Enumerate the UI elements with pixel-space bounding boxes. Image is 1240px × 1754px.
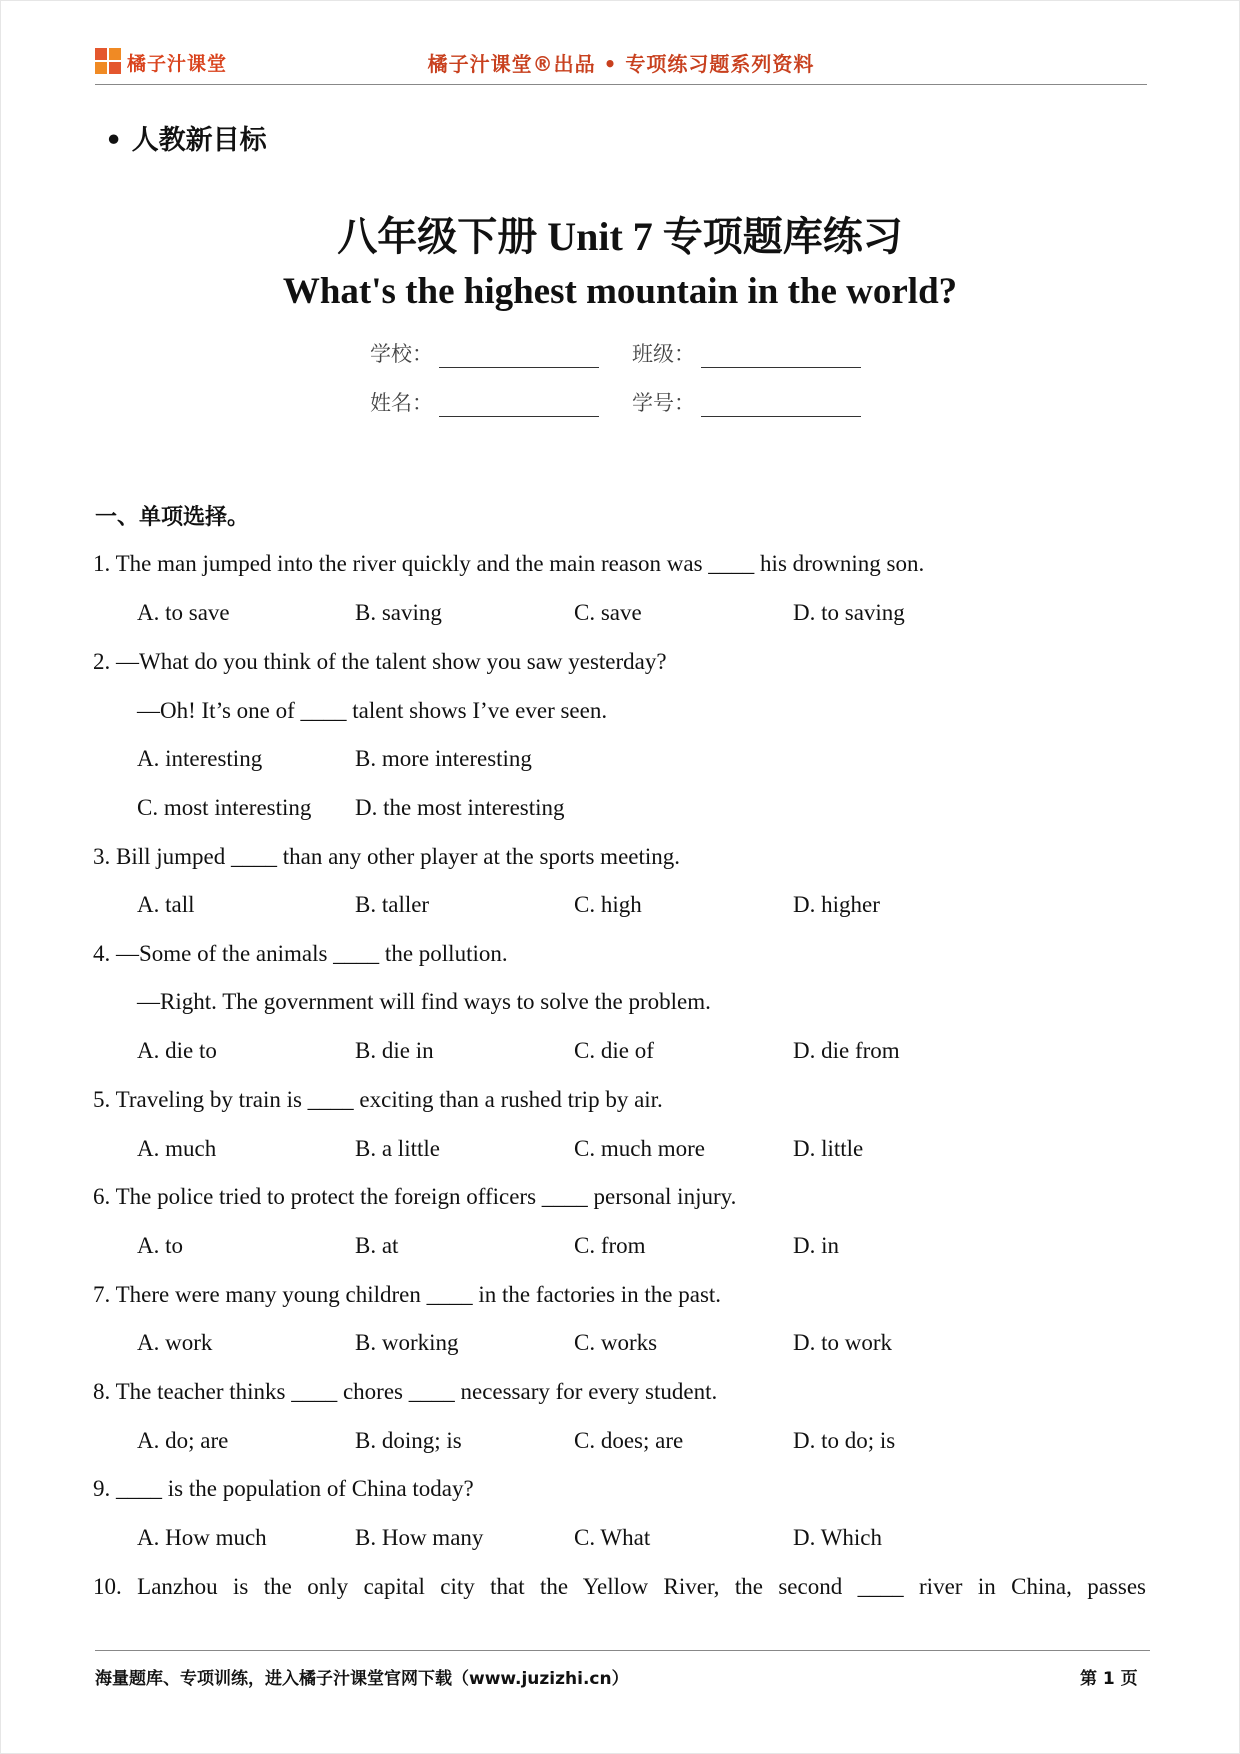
question-stem: 6. The police tried to protect the foreign officers ____ personal injury. bbox=[93, 1184, 737, 1209]
option: C. does; are bbox=[574, 1428, 684, 1453]
question-stem: 5. Traveling by train is ____ exciting than a rushed trip by air. bbox=[93, 1087, 663, 1112]
question-stem: 8. The teacher thinks ____ chores ____ necessary for every student. bbox=[93, 1379, 718, 1404]
option: C. high bbox=[574, 892, 642, 917]
school-label: 学校： bbox=[370, 342, 433, 366]
section-title: 一、单项选择。 bbox=[95, 505, 250, 530]
question-stem: 7. There were many young children ____ in the factories in the past. bbox=[93, 1282, 722, 1307]
option: C. save bbox=[574, 600, 642, 625]
class-label: 班级： bbox=[632, 342, 695, 366]
option: B. more interesting bbox=[355, 746, 532, 771]
option: A. do; are bbox=[137, 1428, 229, 1453]
option: A. to bbox=[137, 1233, 183, 1258]
option: D. to do; is bbox=[793, 1428, 896, 1453]
page-title-en: What's the highest mountain in the world? bbox=[282, 271, 958, 312]
option: B. at bbox=[355, 1233, 399, 1258]
question-stem: 1. The man jumped into the river quickly and the main reason was ____ his drowning son. bbox=[93, 551, 925, 576]
page-title-cn: 八年级下册 Unit 7 专项题库练习 bbox=[337, 214, 903, 259]
option: B. taller bbox=[355, 892, 430, 917]
question-stem: 2. —What do you think of the talent show you saw yesterday? bbox=[93, 649, 667, 674]
question-reply: —Oh! It’s one of ____ talent shows I’ve ever seen. bbox=[137, 698, 608, 723]
option: C. works bbox=[574, 1330, 658, 1355]
question-stem: 9. ____ is the population of China today? bbox=[93, 1476, 474, 1501]
question-reply: —Right. The government will find ways to solve the problem. bbox=[137, 989, 711, 1014]
page-header bbox=[95, 42, 1147, 86]
option: B. How many bbox=[355, 1525, 484, 1550]
option: D. Which bbox=[793, 1525, 883, 1550]
option: C. die of bbox=[574, 1038, 654, 1063]
option: C. most interesting bbox=[137, 795, 312, 820]
option: A. die to bbox=[137, 1038, 217, 1063]
option: B. doing; is bbox=[355, 1428, 462, 1453]
option: B. die in bbox=[355, 1038, 434, 1063]
class-blank[interactable] bbox=[701, 345, 861, 368]
question-stem: 3. Bill jumped ____ than any other player at the sports meeting. bbox=[93, 844, 681, 869]
school-blank[interactable] bbox=[439, 345, 599, 368]
logo-text: 橘子汁课堂 bbox=[127, 52, 228, 75]
option: B. saving bbox=[355, 600, 442, 625]
question-stem: 4. —Some of the animals ____ the pollution. bbox=[93, 941, 508, 966]
option: D. in bbox=[793, 1233, 839, 1258]
option: A. much bbox=[137, 1136, 217, 1161]
name-blank[interactable] bbox=[439, 394, 599, 417]
textbook-tag: • 人教新目标 bbox=[105, 125, 267, 156]
option: A. interesting bbox=[137, 746, 263, 771]
option: A. How much bbox=[137, 1525, 267, 1550]
option: A. to save bbox=[137, 600, 230, 625]
option: B. a little bbox=[355, 1136, 440, 1161]
header-divider bbox=[95, 84, 1147, 85]
name-label: 姓名： bbox=[370, 391, 433, 415]
option: C. much more bbox=[574, 1136, 705, 1161]
option: B. working bbox=[355, 1330, 459, 1355]
option: A. work bbox=[137, 1330, 213, 1355]
option: D. to work bbox=[793, 1330, 893, 1355]
option: D. little bbox=[793, 1136, 864, 1161]
number-blank[interactable] bbox=[701, 394, 861, 417]
name-field bbox=[370, 387, 599, 417]
option: C. What bbox=[574, 1525, 651, 1550]
number-field bbox=[632, 387, 861, 417]
page-number: 第 1 页 bbox=[1080, 1669, 1138, 1689]
class-field bbox=[632, 338, 861, 368]
option: D. higher bbox=[793, 892, 880, 917]
number-label: 学号： bbox=[632, 391, 695, 415]
question-stem: 10. Lanzhou is the only capital city that the Yellow River, the second ____ river in China, passes bbox=[93, 1574, 1146, 1599]
option: C. from bbox=[574, 1233, 646, 1258]
footer-divider bbox=[95, 1650, 1150, 1651]
school-field bbox=[370, 338, 599, 368]
option: D. the most interesting bbox=[355, 795, 565, 820]
option: D. die from bbox=[793, 1038, 900, 1063]
option: A. tall bbox=[137, 892, 195, 917]
header-title: 橘子汁课堂®出品 • 专项练习题系列资料 bbox=[427, 52, 815, 76]
option: D. to saving bbox=[793, 600, 905, 625]
footer-note: 海量题库、专项训练，进入橘子汁课堂官网下载（www.juzizhi.cn） bbox=[95, 1669, 629, 1689]
